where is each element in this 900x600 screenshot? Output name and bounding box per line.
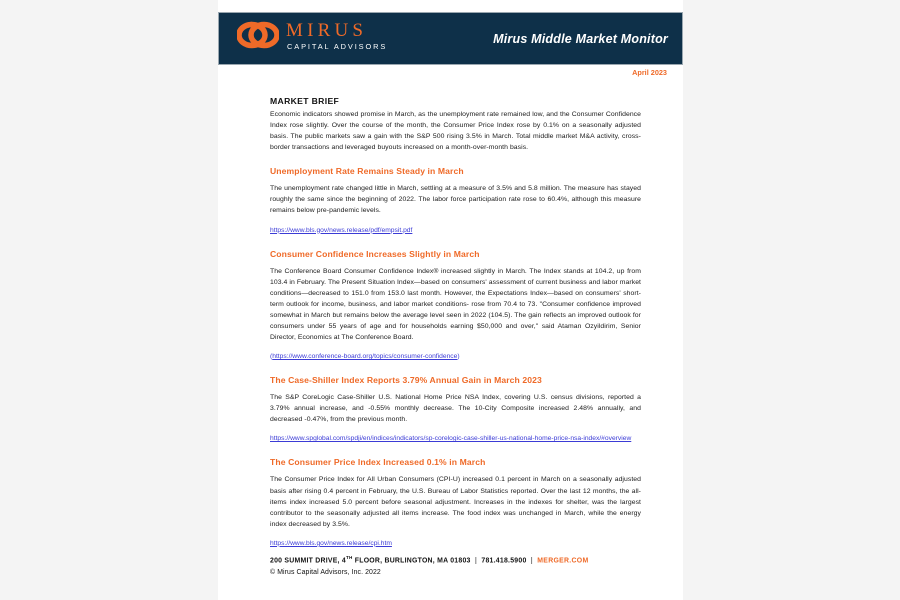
source-link-row-unemployment [270,226,641,236]
section-paragraph-case-shiller: The S&P CoreLogic Case-Shiller U.S. National Home Price NSA Index, covering U.S. census divisions, reported a 3.79% annual increase, and -0.55% monthly decrease. The 10-City Composite increased 2.48% annually, and decreased -0.47%, from the previous month. [270,394,641,424]
section-heading-cpi: The Consumer Price Index Increased 0.1% in March [270,457,486,468]
footer-website-link[interactable]: MERGER.COM [537,557,589,565]
footer-separator-2: | [530,557,533,565]
source-link-case-shiller[interactable]: https://www.spglobal.com/spdji/en/indices/indicators/sp-corelogic-case-shiller-us-national-home-price-nsa-index/#overview [270,435,632,443]
interlocking-rings-icon [237,20,279,50]
header-band [218,12,683,65]
section-heading-unemployment: Unemployment Rate Remains Steady in March [270,166,464,177]
source-link-row-case-shiller [270,434,641,444]
issue-date: April 2023 [632,68,667,77]
market-brief-title: MARKET BRIEF [270,96,340,106]
source-link-consumer-confidence[interactable]: https://www.conference-board.org/topics/consumer-confidence [272,353,458,361]
brand-logo [237,20,387,50]
footer-contact-line [270,555,650,564]
section-paragraph-consumer-confidence: The Conference Board Consumer Confidence Index® increased slightly in March. The Index stands at 104.2, up from 103.4 in February. The Present Situation Index—based on consumers' assessment of current business and labor market conditions—decreased to 151.0 from 153.0 last month. However, the Expectations Index—based on consumers' short-term outlook for income, business, and labor market conditions- rose from 70.4 to 73. "Consumer confidence improved somewhat in March but remains below the average level seen in 2022 (104.5). The gain reflects an improved outlook for consumers under 55 years of age and for households earning $50,000 and over," said Ataman Ozyildirim, Senior Director, Economics at The Conference Board. [270,267,641,342]
footer-phone: 781.418.5900 [481,557,527,565]
page-footer [270,555,650,576]
footer-separator-1: | [474,557,478,565]
source-link-row-cpi [270,539,641,549]
section-heading-case-shiller: The Case-Shiller Index Reports 3.79% Annual Gain in March 2023 [270,375,542,386]
footer-copyright: © Mirus Capital Advisors, Inc. 2022 [270,569,381,577]
source-link-unemployment[interactable]: https://www.bls.gov/news.release/pdf/empsit.pdf [270,226,413,234]
publication-title: Mirus Middle Market Monitor [493,32,668,46]
brand-name: MIRUS [286,20,368,41]
section-paragraph-cpi: The Consumer Price Index for All Urban Consumers (CPI-U) increased 0.1 percent in March on a seasonally adjusted basis after rising 0.4 percent in February, the U.S. Bureau of Labor Statistics reported. Over the last 12 months, the all-items index increased 5.0 percent before seasonal adjustment. Increases in the indexes for shelter, was the largest contributor to the seasonally adjusted all items increase. The food index was unchanged in March, while the energy index decreased by 3.5%. [270,476,641,528]
article-content [270,96,641,549]
section-heading-consumer-confidence: Consumer Confidence Increases Slightly in March [270,248,480,259]
footer-address-post: FLOOR, BURLINGTON, MA 01803 [352,557,471,565]
footer-address-ordinal: TH [345,555,353,560]
footer-address-pre: 200 SUMMIT DRIVE, 4 [270,557,346,565]
link-prefix: ( [270,353,273,361]
brand-wordmark [286,20,387,50]
market-brief-paragraph: Economic indicators showed promise in March, as the unemployment rate remained low, and the Consumer Confidence Index rose slightly. Over the course of the month, the Consumer Price Index rose by 0.1% on a seasonally adjusted basis. The public markets saw a gain with the S&P 500 rising 3.5% in March. Total middle market M&A activity, cross-border transactions and leveraged buyouts increased on a month-over-month basis. [270,111,641,152]
source-link-row-consumer-confidence [270,352,641,362]
brand-tagline: CAPITAL ADVISORS [287,42,388,51]
source-link-cpi[interactable]: https://www.bls.gov/news.release/cpi.htm [270,539,392,547]
link-suffix: ) [457,353,460,361]
newsletter-page [218,0,683,600]
section-paragraph-unemployment: The unemployment rate changed little in March, settling at a measure of 3.5% and 5.8 million. The measure has stayed roughly the same since the beginning of 2022. The labor force participation rate rose to 60.4%, although this measure remains below pre-pandemic levels. [270,185,641,215]
